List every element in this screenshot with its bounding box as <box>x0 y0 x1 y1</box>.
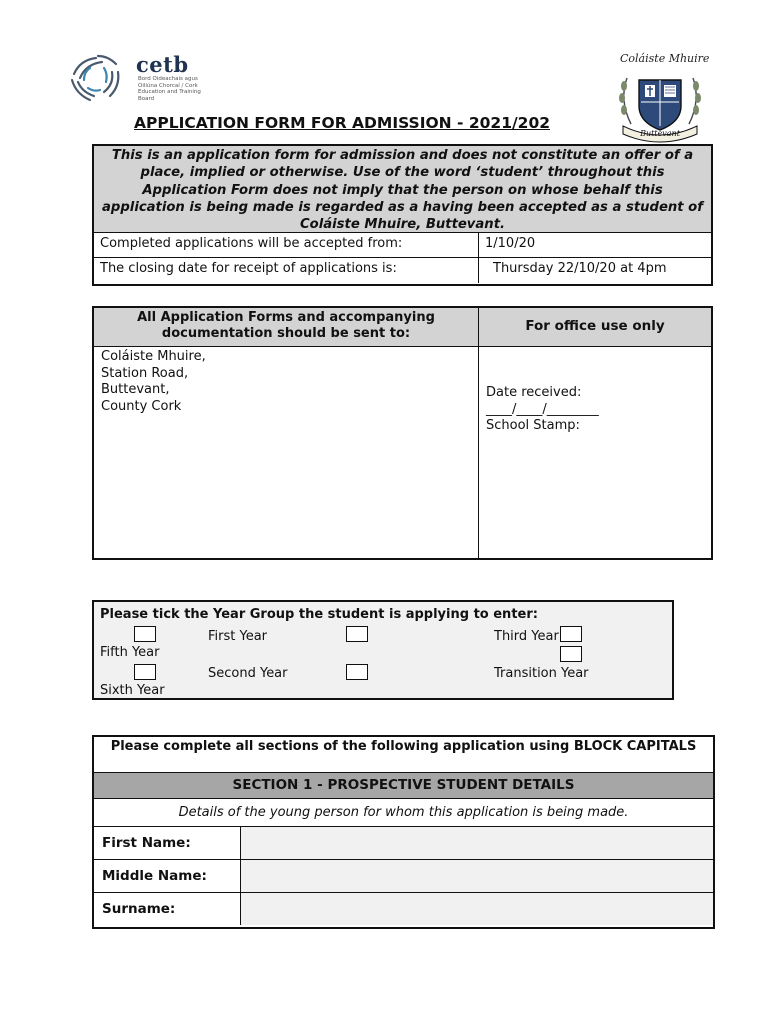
closing-date-value: Thursday 22/10/20 at 4pm <box>493 261 667 276</box>
sixth-year-label: Sixth Year <box>100 683 165 698</box>
first-year-label: First Year <box>208 629 268 644</box>
cetb-wordmark: cetb <box>136 52 189 77</box>
disclaimer-text: This is an application form for admission and does not constitute an offer of a place, implied or otherwise. Use of the word ‘student’ throughout this Application Form does not imply that the person on whose behalf this application is being made is regarded as a having been accepted as a student of Coláiste Mhuire, Buttevant. <box>94 146 711 233</box>
address-line: Buttevant, <box>101 382 170 397</box>
surname-row <box>94 893 713 925</box>
first-name-row <box>94 827 713 860</box>
surname-label: Surname: <box>94 893 241 925</box>
school-name: Coláiste Mhuire <box>620 52 710 65</box>
middle-name-label: Middle Name: <box>94 860 241 892</box>
section1-heading: SECTION 1 - PROSPECTIVE STUDENT DETAILS <box>94 773 713 799</box>
school-crest <box>615 64 705 146</box>
page-title: APPLICATION FORM FOR ADMISSION - 2021/202 <box>134 114 551 132</box>
middle-name-field[interactable] <box>241 860 713 892</box>
second-year-checkbox[interactable] <box>134 664 156 680</box>
section1-subheading: Details of the young person for whom this application is being made. <box>94 799 713 827</box>
closing-date-label: The closing date for receipt of applications is: <box>94 258 479 283</box>
school-address <box>94 347 479 558</box>
address-header: All Application Forms and accompanying documentation should be sent to: <box>94 308 479 346</box>
address-line: Coláiste Mhuire, <box>101 349 206 364</box>
fifth-year-label: Fifth Year <box>100 645 160 660</box>
address-box <box>92 306 713 560</box>
office-use-header: For office use only <box>525 318 665 334</box>
fifth-year-checkbox[interactable] <box>560 626 582 642</box>
third-year-label: Third Year <box>494 629 559 644</box>
second-year-label: Second Year <box>208 666 288 681</box>
section1-box <box>92 735 715 929</box>
accepted-from-value: 1/10/20 <box>485 236 536 251</box>
first-name-label: First Name: <box>94 827 241 859</box>
address-line: Station Road, <box>101 365 189 381</box>
third-year-checkbox[interactable] <box>346 626 368 642</box>
school-stamp-label: School Stamp: <box>486 418 580 433</box>
accepted-from-label: Completed applications will be accepted from: <box>94 233 479 257</box>
date-received-label: Date received: <box>486 385 582 400</box>
first-name-field[interactable] <box>241 827 713 859</box>
address-line: County Cork <box>101 398 182 414</box>
dates-row <box>94 233 711 258</box>
transition-year-checkbox[interactable] <box>346 664 368 680</box>
sixth-year-checkbox[interactable] <box>560 646 582 662</box>
year-group-prompt: Please tick the Year Group the student is applying to enter: <box>100 607 538 622</box>
middle-name-row <box>94 860 713 893</box>
crest-banner-text: Buttevant <box>640 129 680 138</box>
first-year-checkbox[interactable] <box>134 626 156 642</box>
block-capitals-instruction: Please complete all sections of the following application using BLOCK CAPITALS <box>94 737 713 773</box>
surname-field[interactable] <box>241 893 713 925</box>
date-received-blank[interactable]: ____/____/________ <box>486 401 599 417</box>
dates-row <box>94 258 711 283</box>
cetb-subtext: Bord Oideachais agus Oiliúna Chorcaí / Cork Education and Training Board <box>138 76 201 102</box>
transition-year-label: Transition Year <box>494 666 589 681</box>
year-group-box <box>92 600 674 700</box>
intro-box <box>92 144 713 286</box>
office-use-area <box>479 347 711 558</box>
